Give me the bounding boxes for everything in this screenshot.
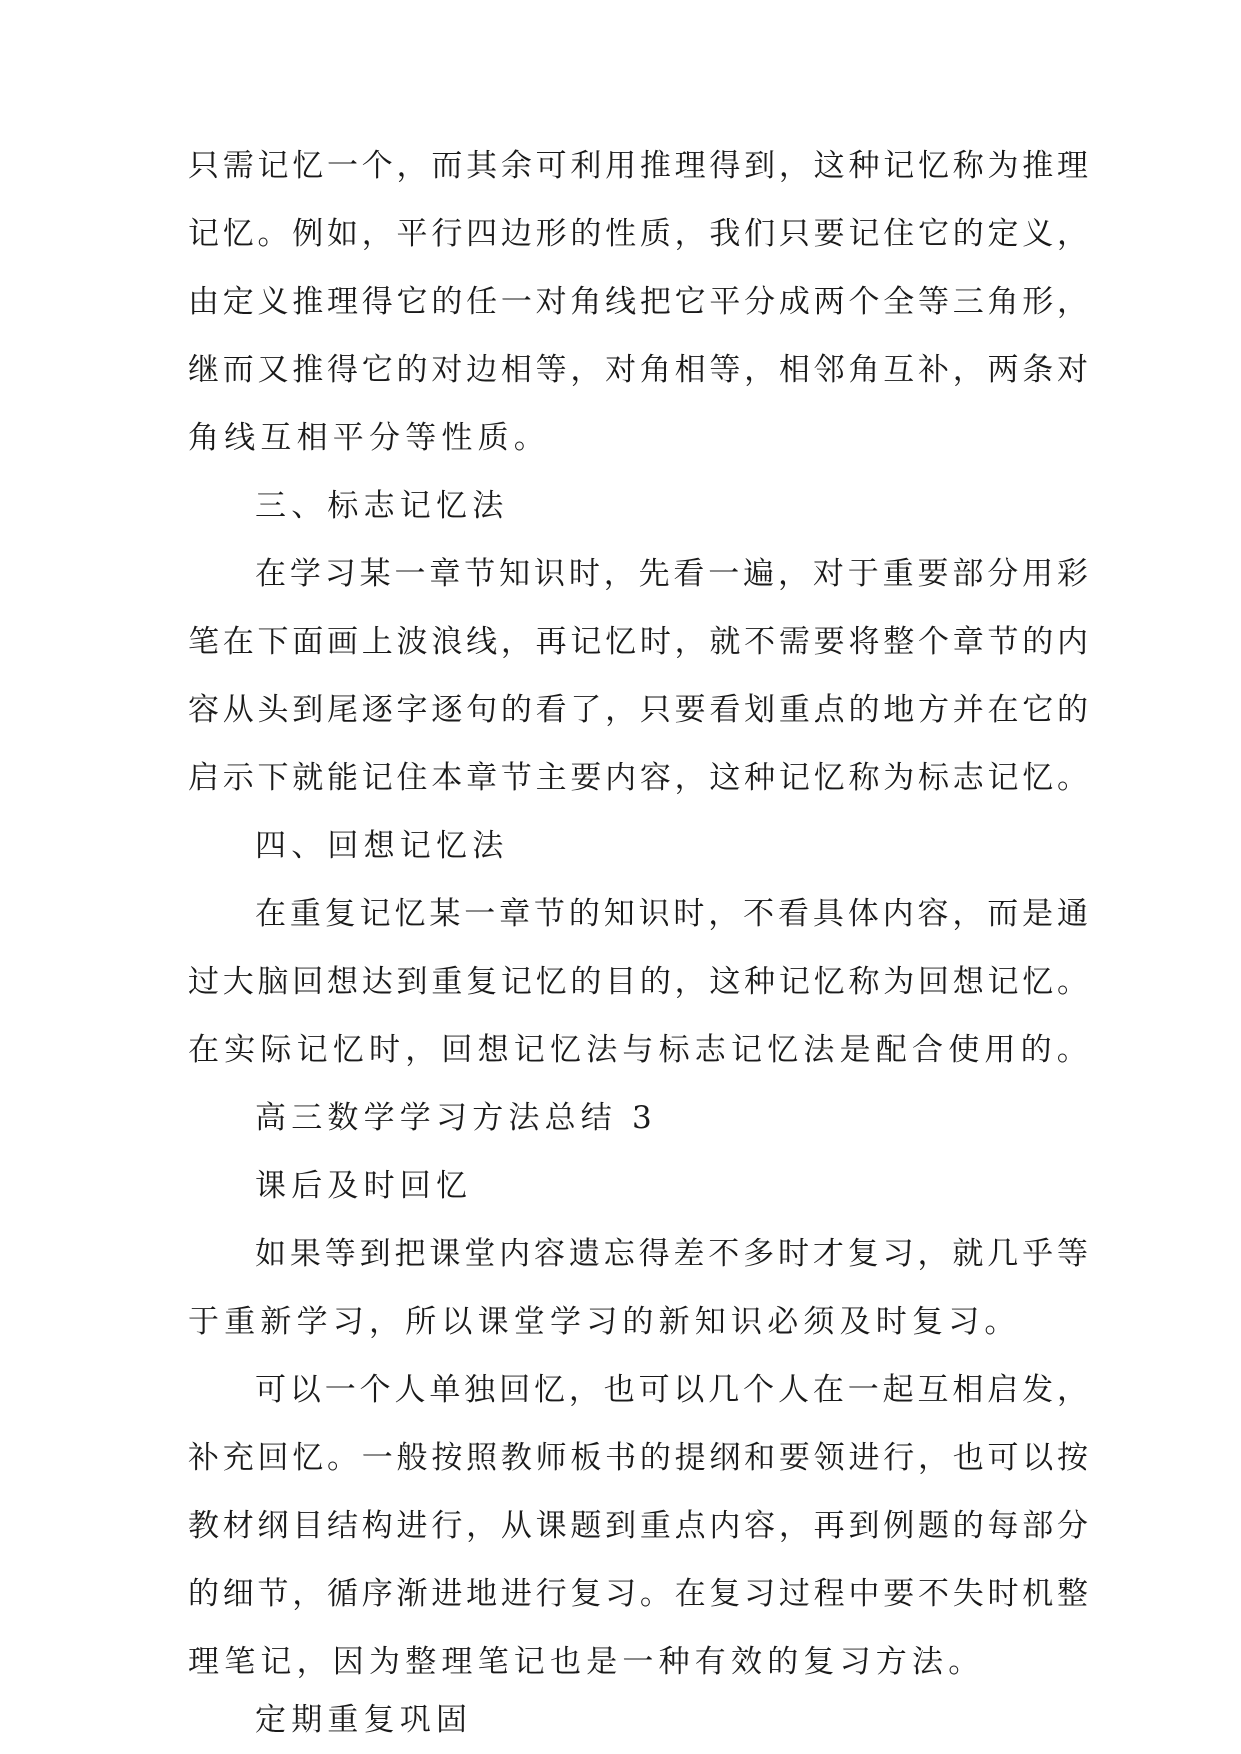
text-line: 在实际记忆时，回想记忆法与标志记忆法是配合使用的。 <box>188 1032 1093 1068</box>
text-line: 笔在下面画上波浪线，再记忆时，就不需要将整个章节的内 <box>188 624 1088 660</box>
text-line: 由定义推理得它的任一对角线把它平分成两个全等三角形， <box>188 284 1088 320</box>
text-line: 可以一个人单独回忆，也可以几个人在一起互相启发， <box>255 1372 1088 1408</box>
text-line: 启示下就能记住本章节主要内容，这种记忆称为标志记忆。 <box>188 760 1088 796</box>
text-line: 继而又推得它的对边相等，对角相等，相邻角互补，两条对 <box>188 352 1088 388</box>
text-line: 补充回忆。一般按照教师板书的提纲和要领进行，也可以按 <box>188 1440 1088 1476</box>
text-line: 只需记忆一个，而其余可利用推理得到，这种记忆称为推理 <box>188 148 1088 184</box>
section-heading: 四、回想记忆法 <box>255 828 509 864</box>
section-heading: 课后及时回忆 <box>255 1168 473 1204</box>
text-line: 于重新学习，所以课堂学习的新知识必须及时复习。 <box>188 1304 1021 1340</box>
text-line: 教材纲目结构进行，从课题到重点内容，再到例题的每部分 <box>188 1508 1088 1544</box>
text-line: 在重复记忆某一章节的知识时，不看具体内容，而是通 <box>255 896 1088 932</box>
text-line: 记忆。例如，平行四边形的性质，我们只要记住它的定义， <box>188 216 1088 252</box>
text-line: 角线互相平分等性质。 <box>188 420 550 456</box>
text-line: 理笔记，因为整理笔记也是一种有效的复习方法。 <box>188 1644 985 1680</box>
text-line: 过大脑回想达到重复记忆的目的，这种记忆称为回想记忆。 <box>188 964 1088 1000</box>
text-line: 在学习某一章节知识时，先看一遍，对于重要部分用彩 <box>255 556 1088 592</box>
section-heading: 定期重复巩固 <box>255 1702 473 1738</box>
text-line: 的细节，循序渐进地进行复习。在复习过程中要不失时机整 <box>188 1576 1088 1612</box>
text-line: 如果等到把课堂内容遗忘得差不多时才复习，就几乎等 <box>255 1236 1088 1272</box>
text-line: 容从头到尾逐字逐句的看了，只要看划重点的地方并在它的 <box>188 692 1088 728</box>
section-heading: 三、标志记忆法 <box>255 488 509 524</box>
section-heading: 高三数学学习方法总结 3 <box>255 1100 657 1136</box>
